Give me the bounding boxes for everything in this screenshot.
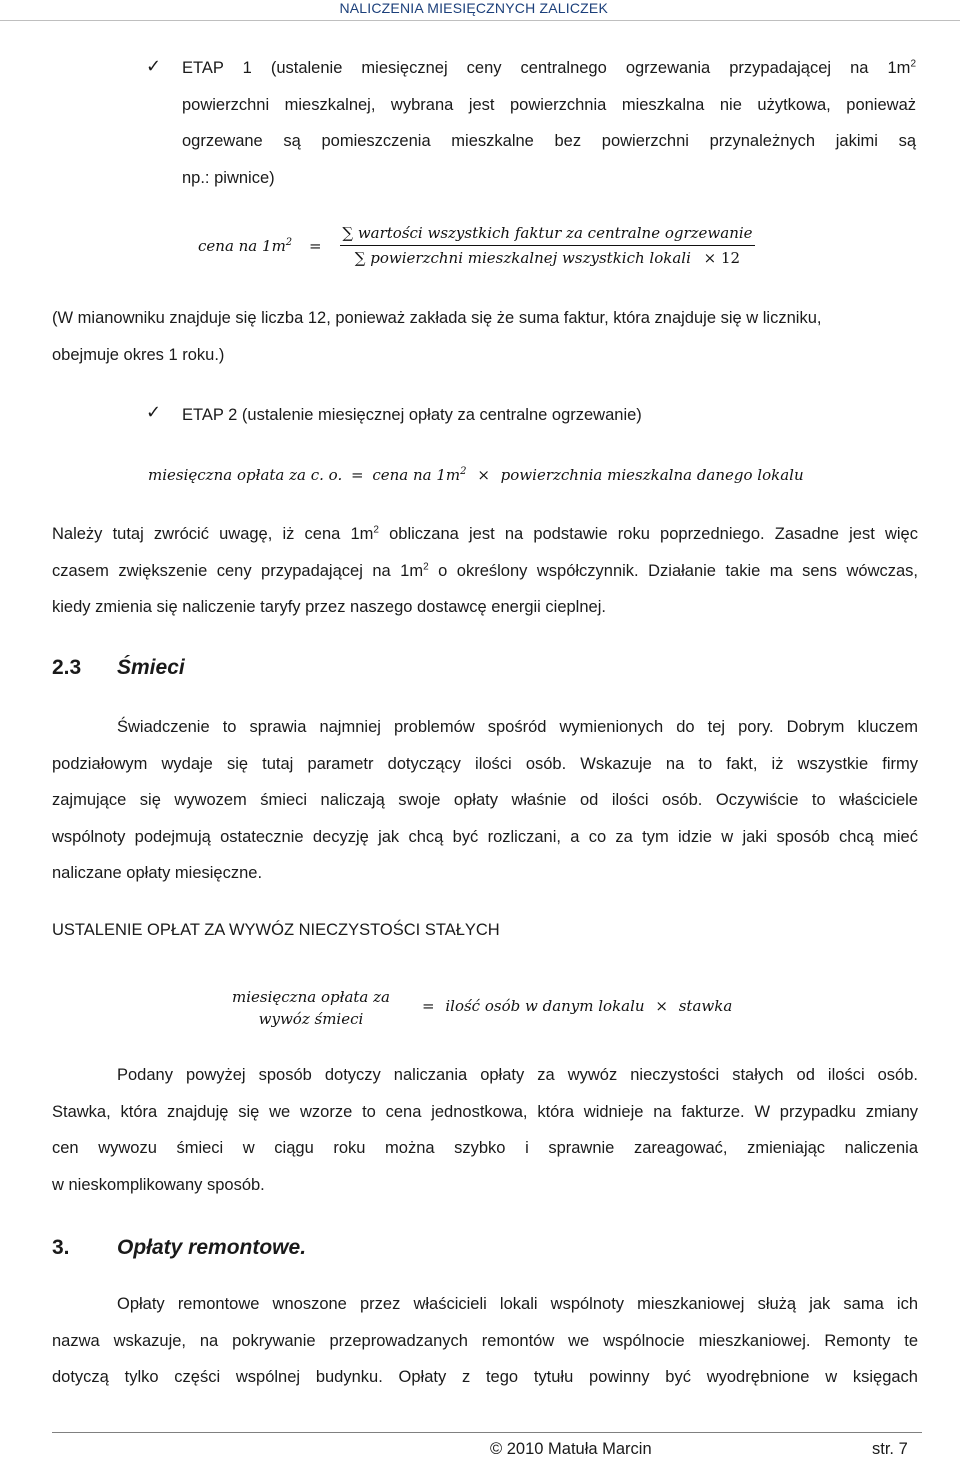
- etap1-block: [182, 50, 916, 196]
- formula-price-per-m2: [198, 224, 755, 267]
- formula1-denominator: ∑ powierzchni mieszkalnej wszystkich lokali × 12: [354, 249, 741, 267]
- section-3-body: [52, 1286, 918, 1396]
- header-divider: [0, 20, 960, 21]
- p3-line4: w nieskomplikowany sposób.: [52, 1175, 265, 1194]
- s23-line5: naliczane opłaty miesięczne.: [52, 864, 263, 882]
- checkmark-icon: ✓: [146, 56, 162, 76]
- p3-line1: Podany powyżej sposób dotyczy naliczania opłaty za wywóz nieczystości stałych od ilości osób.: [117, 1066, 918, 1084]
- formula2-equals: =: [351, 466, 364, 484]
- section-2-3-number: 2.3: [52, 656, 82, 679]
- etap1-line4: np.: piwnice): [182, 168, 275, 187]
- formula2-rhs2: powierzchnia mieszkalna danego lokalu: [500, 466, 804, 484]
- note2-line1: Należy tutaj zwrócić uwagę, iż cena $1m^2$ obliczana jest na podstawie roku poprzedniego. Zasadne jest więc: [52, 524, 918, 543]
- footer-page-number: str. 7: [872, 1440, 908, 1458]
- formula1-lhs: cena na $1m^2$: [198, 236, 293, 255]
- etap1-line1: ETAP 1 (ustalenie miesięcznej ceny centralnego ogrzewania przypadającej na $1m^2$: [182, 58, 916, 77]
- s23-line4: wspólnoty podejmują ostatecznie decyzję jak chcą być rozliczani, a co za tym idzie w jaki sposób chcą mieć: [52, 827, 918, 846]
- s23-line1: Świadczenie to sprawia najmniej problemów spośród wymienionych do tej pory. Dobrym kluczem: [117, 718, 918, 736]
- p3-line3: cen wywozu śmieci w ciągu roku można szybko i sprawnie zareagować, zmieniając naliczenia: [52, 1139, 918, 1157]
- footer-copyright: © 2010 Matuła Marcin: [490, 1440, 652, 1458]
- section-2-3-body: [52, 709, 918, 892]
- note1-line1: (W mianowniku znajduje się liczba 12, ponieważ zakłada się że suma faktur, która znajduje się w liczniku,: [52, 309, 822, 327]
- formula1-numerator: ∑ wartości wszystkich faktur za centralne ogrzewanie: [340, 224, 754, 246]
- section-3-number: 3.: [52, 1236, 70, 1259]
- etap2-text: ETAP 2 (ustalenie miesięcznej opłaty za centralne ogrzewanie): [182, 406, 642, 424]
- formula1-equals: =: [308, 236, 322, 255]
- waste-method-paragraph: [52, 1057, 918, 1203]
- p3-line2: Stawka, która znajduję się we wzorze to cena jednostkowa, która widnieje na fakturze. W przypadku zmiany: [52, 1102, 918, 1121]
- formula3-lhs: miesięczna opłata za wywóz śmieci: [232, 988, 390, 1028]
- section-3-title: Opłaty remontowe.: [117, 1236, 307, 1259]
- denominator-note: [52, 300, 922, 373]
- checkmark-icon: ✓: [146, 402, 162, 422]
- running-header: NALICZENIA MIESIĘCZNYCH ZALICZEK: [339, 0, 608, 16]
- section-2-3-title: Śmieci: [117, 656, 185, 679]
- formula2-rhs1: cena na $1m^2$: [372, 466, 467, 484]
- footer-divider: [52, 1432, 922, 1433]
- s23-line2: podziałowym wydaje się tutaj parametr dotyczący ilości osób. Wskazuje na to fakt, iż wszystkie firmy: [52, 754, 918, 773]
- note2-line3: kiedy zmienia się naliczenie taryfy przez naszego dostawcę energii cieplnej.: [52, 598, 606, 616]
- formula1-fraction: [340, 224, 754, 267]
- price-note: [52, 516, 918, 626]
- s3-line3: dotyczą tylko części wspólnej budynku. Opłaty z tego tytułu powinny być wyodrębnione w księgach: [52, 1368, 918, 1386]
- etap1-line3: ogrzewane są pomieszczenia mieszkalne bez powierzchni przynależnych jakimi są: [182, 132, 916, 150]
- formula2-times: ×: [477, 466, 490, 484]
- formula3-rhs: = ilość osób w danym lokalu × stawka: [422, 997, 733, 1015]
- s23-line3: zajmujące się wywozem śmieci naliczają swoje opłaty właśnie od ilości osób. Oczywiście to właściciele: [52, 791, 918, 809]
- waste-fees-subheading: USTALENIE OPŁAT ZA WYWÓZ NIECZYSTOŚCI STAŁYCH: [52, 921, 500, 939]
- s3-line2: nazwa wskazuje, na pokrywanie przeprowadzanych remontów we wspólnocie mieszkaniowej. Remonty te: [52, 1331, 918, 1350]
- s3-line1: Opłaty remontowe wnoszone przez właścicieli lokali wspólnoty mieszkaniowej służą jak sama ich: [117, 1295, 918, 1313]
- formula2-lhs: miesięczna opłata za c. o.: [148, 466, 343, 484]
- formula3-equals: =: [422, 997, 435, 1015]
- formula-monthly-heating-fee: [148, 466, 804, 484]
- note1-line2: obejmuje okres 1 roku.): [52, 345, 225, 364]
- etap1-line2: powierzchni mieszkalnej, wybrana jest powierzchnia mieszkalna nie użytkowa, ponieważ: [182, 95, 916, 114]
- note2-line2: czasem zwiększenie ceny przypadającej na $1m^2$ o określony współczynnik. Działanie takie ma sens wówczas,: [52, 561, 918, 580]
- formula3-times: ×: [655, 997, 668, 1015]
